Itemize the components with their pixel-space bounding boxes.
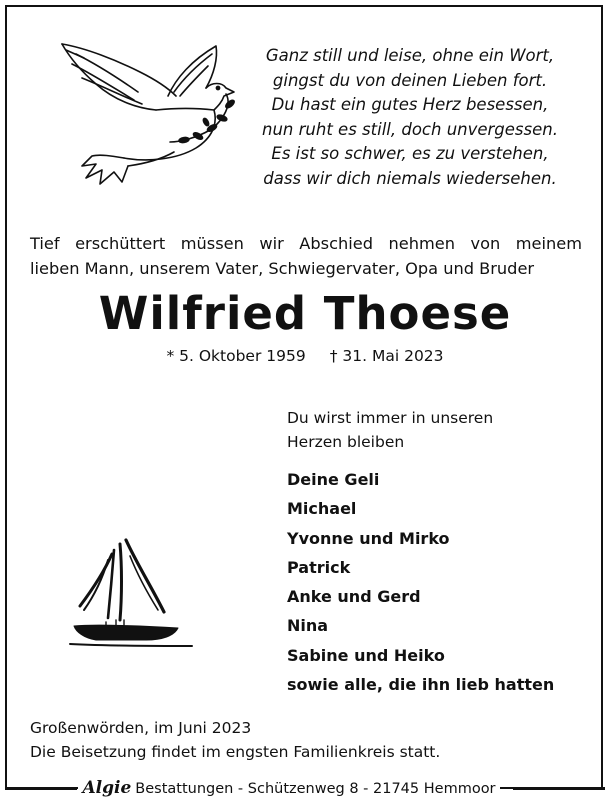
- family-member: Sabine und Heiko: [287, 645, 445, 665]
- family-member: Yvonne und Mirko: [287, 528, 450, 548]
- family-list: [287, 465, 597, 699]
- deceased-name: Wilfried Thoese: [98, 287, 512, 340]
- motto: [287, 406, 587, 454]
- intro-line-2: lieben Mann, unserem Vater, Schwiegervater, Opa und Bruder: [30, 259, 535, 278]
- footer: [0, 776, 610, 800]
- poem-line: Ganz still und leise, ohne ein Wort,: [265, 46, 555, 65]
- closing-text: [30, 716, 590, 764]
- dove-icon: [56, 38, 256, 190]
- family-member: Michael: [287, 499, 357, 519]
- family-member: Anke und Gerd: [287, 587, 421, 607]
- burial-note: Die Beisetzung findet im engsten Familienkreis statt.: [30, 743, 441, 761]
- footer-rule-right: [513, 787, 605, 790]
- poem-line: dass wir dich niemals wiedersehen.: [263, 168, 557, 188]
- poem-line: Du hast ein gutes Herz besessen,: [271, 95, 549, 114]
- funeral-home-logo: Algie: [82, 778, 132, 798]
- sailboat-icon: [66, 536, 196, 654]
- place-date: Großenwörden, im Juni 2023: [30, 719, 252, 737]
- footer-rule-left: [5, 787, 77, 790]
- family-member: Deine Geli: [287, 470, 380, 489]
- poem: [238, 44, 582, 191]
- life-dates: [0, 344, 610, 368]
- intro-line-1: Tief erschüttert müssen wir Abschied nehmen von meinem: [30, 234, 582, 253]
- poem-line: nun ruht es still, doch unvergessen.: [262, 119, 558, 139]
- family-member: Patrick: [287, 557, 351, 577]
- poem-line: gingst du von deinen Lieben fort.: [272, 70, 548, 90]
- family-member: sowie alle, die ihn lieb hatten: [287, 675, 555, 695]
- poem-line: Es ist so schwer, es zu verstehen,: [271, 144, 549, 163]
- intro-text: [30, 231, 582, 281]
- motto-line-1: Du wirst immer in unseren: [287, 409, 494, 427]
- death-date: † 31. Mai 2023: [329, 347, 444, 365]
- funeral-home-address: Bestattungen - Schützenweg 8 - 21745 Hemmoor: [135, 781, 496, 797]
- family-member: Nina: [287, 616, 329, 636]
- birth-date: * 5. Oktober 1959: [166, 347, 306, 365]
- footer-content: [78, 776, 499, 801]
- motto-line-2: Herzen bleiben: [287, 433, 405, 451]
